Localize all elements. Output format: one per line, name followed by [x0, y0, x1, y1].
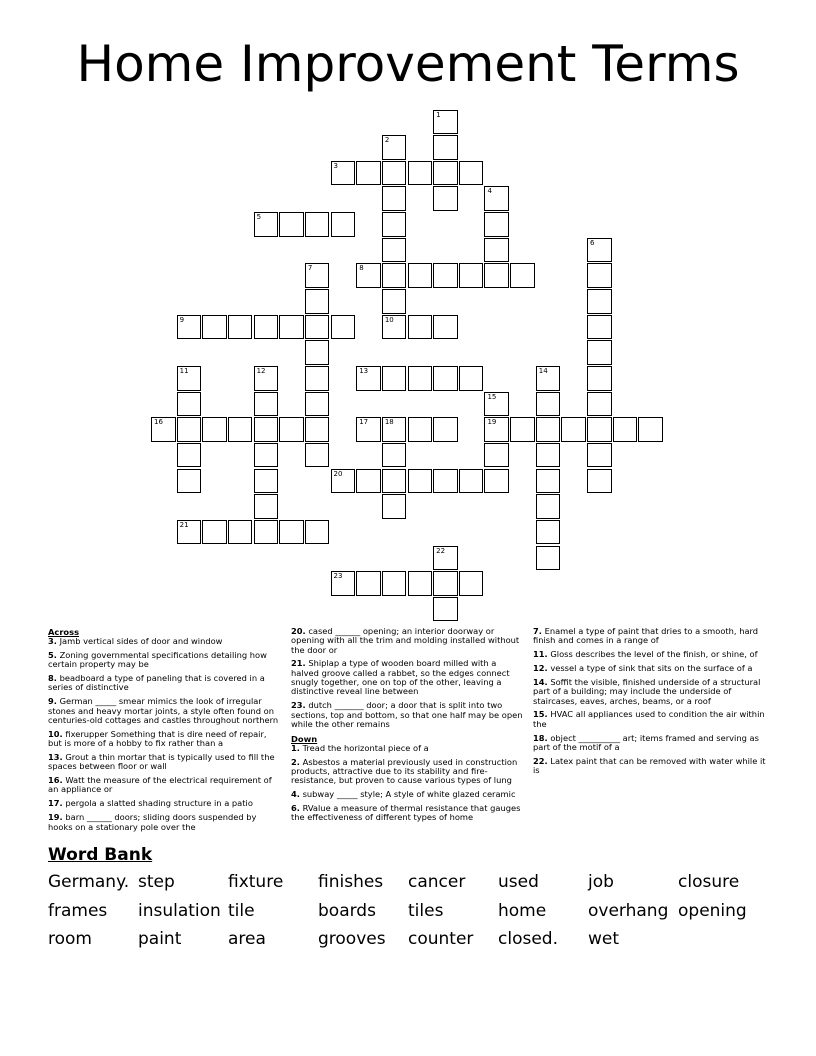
grid-cell[interactable]: [305, 315, 330, 340]
word-bank-item: area: [228, 929, 266, 949]
word-bank-item: tile: [228, 901, 255, 921]
grid-cell[interactable]: [433, 571, 458, 596]
grid-cell[interactable]: [356, 469, 381, 494]
clue-number: 6: [590, 238, 595, 247]
word-bank-heading: Word Bank: [48, 845, 153, 865]
clue-number: 5: [256, 213, 262, 222]
clue-item: [48, 799, 282, 808]
grid-cell[interactable]: [408, 263, 433, 288]
clue-text: Soffit the visible, finished underside of a structural part of a building; may include the underside of staircases, eaves, arches, beams, or a roof: [533, 676, 761, 706]
word-bank-item: opening: [678, 901, 747, 921]
grid-cell[interactable]: [356, 263, 381, 288]
word-bank-item: closed.: [498, 929, 558, 949]
grid-cell[interactable]: [254, 212, 279, 237]
clue-text: RValue a measure of thermal resistance that gauges the effectiveness of different types of home: [291, 803, 521, 823]
grid-cell[interactable]: [587, 392, 612, 417]
grid-cell[interactable]: [484, 186, 509, 211]
clue-item: [48, 813, 282, 832]
grid-cell[interactable]: [356, 571, 381, 596]
clue-num: 21.: [291, 658, 306, 669]
grid-cell[interactable]: [587, 238, 612, 263]
clue-item: [533, 650, 767, 659]
grid-cell[interactable]: [305, 212, 330, 237]
grid-cell[interactable]: [433, 315, 458, 340]
grid-cell[interactable]: [459, 161, 484, 186]
clue-column-3: [533, 627, 767, 780]
grid-cell[interactable]: [331, 571, 356, 596]
clue-text: HVAC all appliances used to condition the air within the: [533, 709, 765, 729]
grid-cell[interactable]: [408, 417, 433, 442]
grid-cell[interactable]: [433, 366, 458, 391]
grid-cell[interactable]: [484, 417, 509, 442]
grid-cell[interactable]: [331, 315, 356, 340]
clue-column-2: [291, 627, 525, 827]
grid-cell[interactable]: [305, 289, 330, 314]
grid-cell[interactable]: [459, 366, 484, 391]
clue-number: 14: [538, 367, 548, 375]
grid-cell[interactable]: [254, 315, 279, 340]
grid-cell[interactable]: [408, 571, 433, 596]
clue-number: 4: [487, 187, 492, 196]
clue-num: 17.: [48, 798, 63, 809]
grid-cell[interactable]: [177, 443, 202, 468]
grid-cell[interactable]: [536, 520, 561, 545]
grid-cell[interactable]: [254, 417, 279, 442]
clue-text: German _____ smear mimics the look of irregular stones and heavy mortar joints, a style often found on centuries-old cottages and castles throughout northern: [48, 696, 279, 725]
word-bank-item: cancer: [408, 872, 466, 892]
grid-cell[interactable]: [536, 494, 561, 519]
clue-text: Zoning governmental specifications detailing how certain property may be: [48, 649, 267, 670]
grid-cell[interactable]: [177, 392, 202, 417]
grid-cell[interactable]: [382, 443, 407, 468]
clue-number: 13: [359, 367, 369, 375]
grid-cell[interactable]: [382, 135, 407, 160]
word-bank-item: grooves: [318, 929, 386, 949]
grid-cell[interactable]: [536, 417, 561, 442]
grid-cell[interactable]: [177, 366, 202, 391]
grid-cell[interactable]: [408, 315, 433, 340]
word-bank-item: counter: [408, 929, 474, 949]
grid-cell[interactable]: [279, 417, 304, 442]
grid-cell[interactable]: [382, 263, 407, 288]
grid-cell[interactable]: [305, 263, 330, 288]
grid-cell[interactable]: [279, 315, 304, 340]
grid-cell[interactable]: [305, 520, 330, 545]
grid-cell[interactable]: [536, 443, 561, 468]
grid-cell[interactable]: [536, 392, 561, 417]
clue-num: 4.: [291, 789, 300, 800]
grid-cell[interactable]: [484, 238, 509, 263]
word-bank-item: step: [138, 872, 175, 892]
clue-item: [533, 627, 767, 646]
grid-cell[interactable]: [356, 161, 381, 186]
word-bank-item: closure: [678, 872, 740, 892]
clue-text: Enamel a type of paint that dries to a smooth, hard finish and comes in a range of: [533, 626, 759, 646]
grid-cell[interactable]: [433, 186, 458, 211]
word-bank-item: finishes: [318, 872, 384, 892]
grid-cell[interactable]: [254, 520, 279, 545]
page-title: Home Improvement Terms: [76, 35, 740, 93]
grid-cell[interactable]: [587, 263, 612, 288]
grid-cell[interactable]: [254, 494, 279, 519]
clue-item: [291, 744, 525, 753]
clue-text: Shiplap a type of wooden board milled with a halved groove called a rabbet, so the edges connect snugly together, one on top of the other, leaving a distinctive reveal line between: [291, 658, 510, 697]
clue-number: 8: [359, 264, 364, 273]
word-bank-item: job: [588, 872, 614, 892]
clue-num: 6.: [291, 803, 300, 814]
grid-cell[interactable]: [382, 161, 407, 186]
grid-cell[interactable]: [536, 469, 561, 494]
grid-cell[interactable]: [382, 186, 407, 211]
clue-item: [533, 757, 767, 776]
grid-cell[interactable]: [279, 212, 304, 237]
grid-cell[interactable]: [382, 315, 407, 340]
grid-cell[interactable]: [484, 469, 509, 494]
grid-cell[interactable]: [433, 469, 458, 494]
grid-cell[interactable]: [356, 417, 381, 442]
word-bank-item: home: [498, 901, 547, 921]
grid-cell[interactable]: [587, 366, 612, 391]
grid-cell[interactable]: [177, 315, 202, 340]
grid-cell[interactable]: [254, 469, 279, 494]
grid-cell[interactable]: [254, 366, 279, 391]
word-bank-item: Germany.: [48, 872, 130, 892]
clue-number: 12: [256, 367, 266, 375]
clue-item: [533, 664, 767, 673]
grid-cell[interactable]: [433, 597, 458, 622]
grid-cell[interactable]: [382, 571, 407, 596]
clue-number: 9: [179, 315, 185, 324]
grid-cell[interactable]: [587, 469, 612, 494]
clue-item: [48, 674, 282, 693]
clue-num: 10.: [48, 728, 63, 739]
grid-cell[interactable]: [587, 315, 612, 340]
clue-text: Tread the horizontal piece of a: [302, 742, 429, 753]
clue-num: 12.: [533, 663, 548, 674]
clue-num: 7.: [533, 626, 542, 636]
clue-number: 22: [436, 546, 446, 555]
grid-cell[interactable]: [356, 366, 381, 391]
word-bank-item: paint: [138, 929, 182, 949]
clue-text: pergola a slatted shading structure in a patio: [65, 798, 253, 809]
clue-number: 18: [384, 418, 394, 427]
clue-num: 22.: [533, 755, 548, 766]
grid-cell[interactable]: [587, 340, 612, 365]
clue-num: 1.: [291, 742, 300, 753]
grid-cell[interactable]: [177, 520, 202, 545]
grid-cell[interactable]: [382, 366, 407, 391]
clue-text: dutch _______ door; a door that is split into two sections, top and bottom, so that one half may be open while the other remains: [291, 700, 523, 729]
clue-text: fixerupper Something that is dire need of repair, but is more of a hobby to fix rather than a: [48, 728, 267, 749]
clue-item: [48, 776, 282, 795]
grid-cell[interactable]: [433, 161, 458, 186]
clue-num: 16.: [48, 775, 63, 786]
word-bank-item: used: [498, 872, 539, 892]
clue-num: 23.: [291, 700, 306, 711]
grid-cell[interactable]: [459, 263, 484, 288]
grid-cell[interactable]: [202, 315, 227, 340]
grid-cell[interactable]: [254, 392, 279, 417]
clue-text: Latex paint that can be removed with water while it is: [533, 755, 766, 776]
grid-cell[interactable]: [228, 315, 253, 340]
clue-number: 16: [154, 418, 163, 427]
word-bank-item: boards: [318, 901, 376, 921]
grid-cell[interactable]: [459, 571, 484, 596]
clue-number: 15: [487, 392, 497, 401]
grid-cell[interactable]: [382, 289, 407, 314]
clue-item: [48, 753, 282, 772]
clue-number: 20: [333, 469, 343, 478]
grid-cell[interactable]: [331, 212, 356, 237]
clue-num: 8.: [48, 673, 57, 684]
clue-item: [533, 710, 767, 729]
clue-item: [291, 701, 525, 729]
clue-num: 5.: [48, 649, 57, 660]
grid-cell[interactable]: [484, 443, 509, 468]
grid-cell[interactable]: [613, 417, 638, 442]
clue-num: 11.: [533, 649, 548, 660]
grid-cell[interactable]: [331, 469, 356, 494]
word-bank-item: tiles: [408, 901, 444, 921]
word-bank-item: fixture: [228, 872, 284, 892]
grid-cell[interactable]: [510, 263, 535, 288]
grid-cell[interactable]: [536, 366, 561, 391]
grid-cell[interactable]: [305, 417, 330, 442]
grid-cell[interactable]: [382, 469, 407, 494]
grid-cell[interactable]: [536, 546, 561, 571]
grid-cell[interactable]: [305, 392, 330, 417]
grid-cell[interactable]: [587, 443, 612, 468]
clue-text: Gloss describes the level of the finish, or shine, of: [550, 649, 758, 660]
grid-cell[interactable]: [510, 417, 535, 442]
clue-number: 1: [436, 110, 441, 119]
grid-cell[interactable]: [305, 340, 330, 365]
clue-num: 19.: [48, 812, 63, 823]
grid-cell[interactable]: [382, 417, 407, 442]
clue-item: [48, 637, 282, 646]
grid-cell[interactable]: [177, 417, 202, 442]
clue-num: 13.: [48, 751, 63, 762]
grid-cell[interactable]: [408, 161, 433, 186]
grid-cell[interactable]: [382, 212, 407, 237]
grid-cell[interactable]: [228, 417, 253, 442]
clue-number: 2: [384, 136, 390, 145]
clue-text: Jamb vertical sides of door and window: [59, 636, 223, 646]
grid-cell[interactable]: [484, 212, 509, 237]
grid-cell[interactable]: [202, 520, 227, 545]
grid-cell[interactable]: [228, 520, 253, 545]
clue-item: [291, 804, 525, 823]
grid-cell[interactable]: [433, 110, 458, 135]
grid-cell[interactable]: [177, 469, 202, 494]
clue-text: Asbestos a material previously used in construction products, attractive due to its stability and fire-resistance, but proven to cause various types of lung: [291, 756, 518, 786]
clue-number: 7: [307, 264, 313, 273]
clue-item: [533, 734, 767, 753]
clue-text: subway _____ style; A style of white glazed ceramic: [302, 789, 516, 800]
grid-cell[interactable]: [433, 546, 458, 571]
clue-item: [48, 651, 282, 670]
grid-cell[interactable]: [331, 161, 356, 186]
clue-number: 23: [333, 572, 343, 581]
grid-cell[interactable]: [408, 366, 433, 391]
clue-number: 11: [179, 367, 189, 375]
clue-item: [533, 678, 767, 706]
clue-item: [291, 627, 525, 655]
grid-cell[interactable]: [279, 520, 304, 545]
clue-num: 9.: [48, 696, 57, 707]
grid-cell[interactable]: [587, 417, 612, 442]
clue-num: 15.: [533, 709, 548, 720]
clue-item: [291, 790, 525, 799]
grid-cell[interactable]: [484, 392, 509, 417]
clue-item: [48, 730, 282, 749]
clue-text: vessel a type of sink that sits on the surface of a: [550, 663, 753, 674]
grid-cell[interactable]: [382, 494, 407, 519]
grid-cell[interactable]: [459, 469, 484, 494]
word-bank-item: wet: [588, 929, 620, 949]
word-bank-item: frames: [48, 901, 108, 921]
grid-cell[interactable]: [638, 417, 663, 442]
clue-item: [48, 697, 282, 725]
clue-number: 19: [487, 418, 497, 427]
grid-cell[interactable]: [433, 263, 458, 288]
grid-cell[interactable]: [433, 135, 458, 160]
clue-num: 3.: [48, 636, 57, 646]
clue-number: 17: [359, 418, 369, 427]
clue-num: 18.: [533, 732, 548, 743]
grid-cell[interactable]: [484, 263, 509, 288]
clue-text: cased ______ opening; an interior doorway or opening with all the trim and molding installed without the door or: [291, 626, 520, 655]
grid-cell[interactable]: [254, 443, 279, 468]
grid-cell[interactable]: [151, 417, 176, 442]
grid-cell[interactable]: [382, 238, 407, 263]
clue-text: Watt the measure of the electrical requirement of an appliance or: [48, 775, 272, 795]
word-bank-item: room: [48, 929, 92, 949]
grid-cell[interactable]: [433, 417, 458, 442]
clue-number: 10: [384, 315, 394, 324]
grid-cell[interactable]: [587, 289, 612, 314]
clue-item: [291, 758, 525, 786]
grid-cell[interactable]: [305, 443, 330, 468]
clue-num: 14.: [533, 676, 548, 687]
grid-cell[interactable]: [305, 366, 330, 391]
clue-text: Grout a thin mortar that is typically used to fill the spaces between floor or wall: [48, 751, 275, 772]
clue-num: 20.: [291, 626, 306, 636]
clue-number: 21: [179, 520, 189, 529]
clue-text: beadboard a type of paneling that is covered in a series of distinctive: [48, 673, 265, 693]
clue-section-heading: Across: [48, 627, 80, 637]
clue-column-1: [48, 627, 282, 836]
clue-item: [291, 659, 525, 696]
word-bank-item: overhang: [588, 901, 669, 921]
clue-text: object __________ art; items framed and serving as part of the motif of a: [533, 732, 759, 752]
grid-cell[interactable]: [408, 469, 433, 494]
clue-section-heading: Down: [291, 733, 318, 744]
clue-num: 2.: [291, 756, 300, 767]
grid-cell[interactable]: [561, 417, 586, 442]
grid-cell[interactable]: [202, 417, 227, 442]
clue-number: 3: [333, 161, 339, 170]
word-bank-item: insulation: [138, 901, 221, 921]
clue-text: barn ______ doors; sliding doors suspended by hooks on a stationary pole over the: [48, 812, 257, 832]
